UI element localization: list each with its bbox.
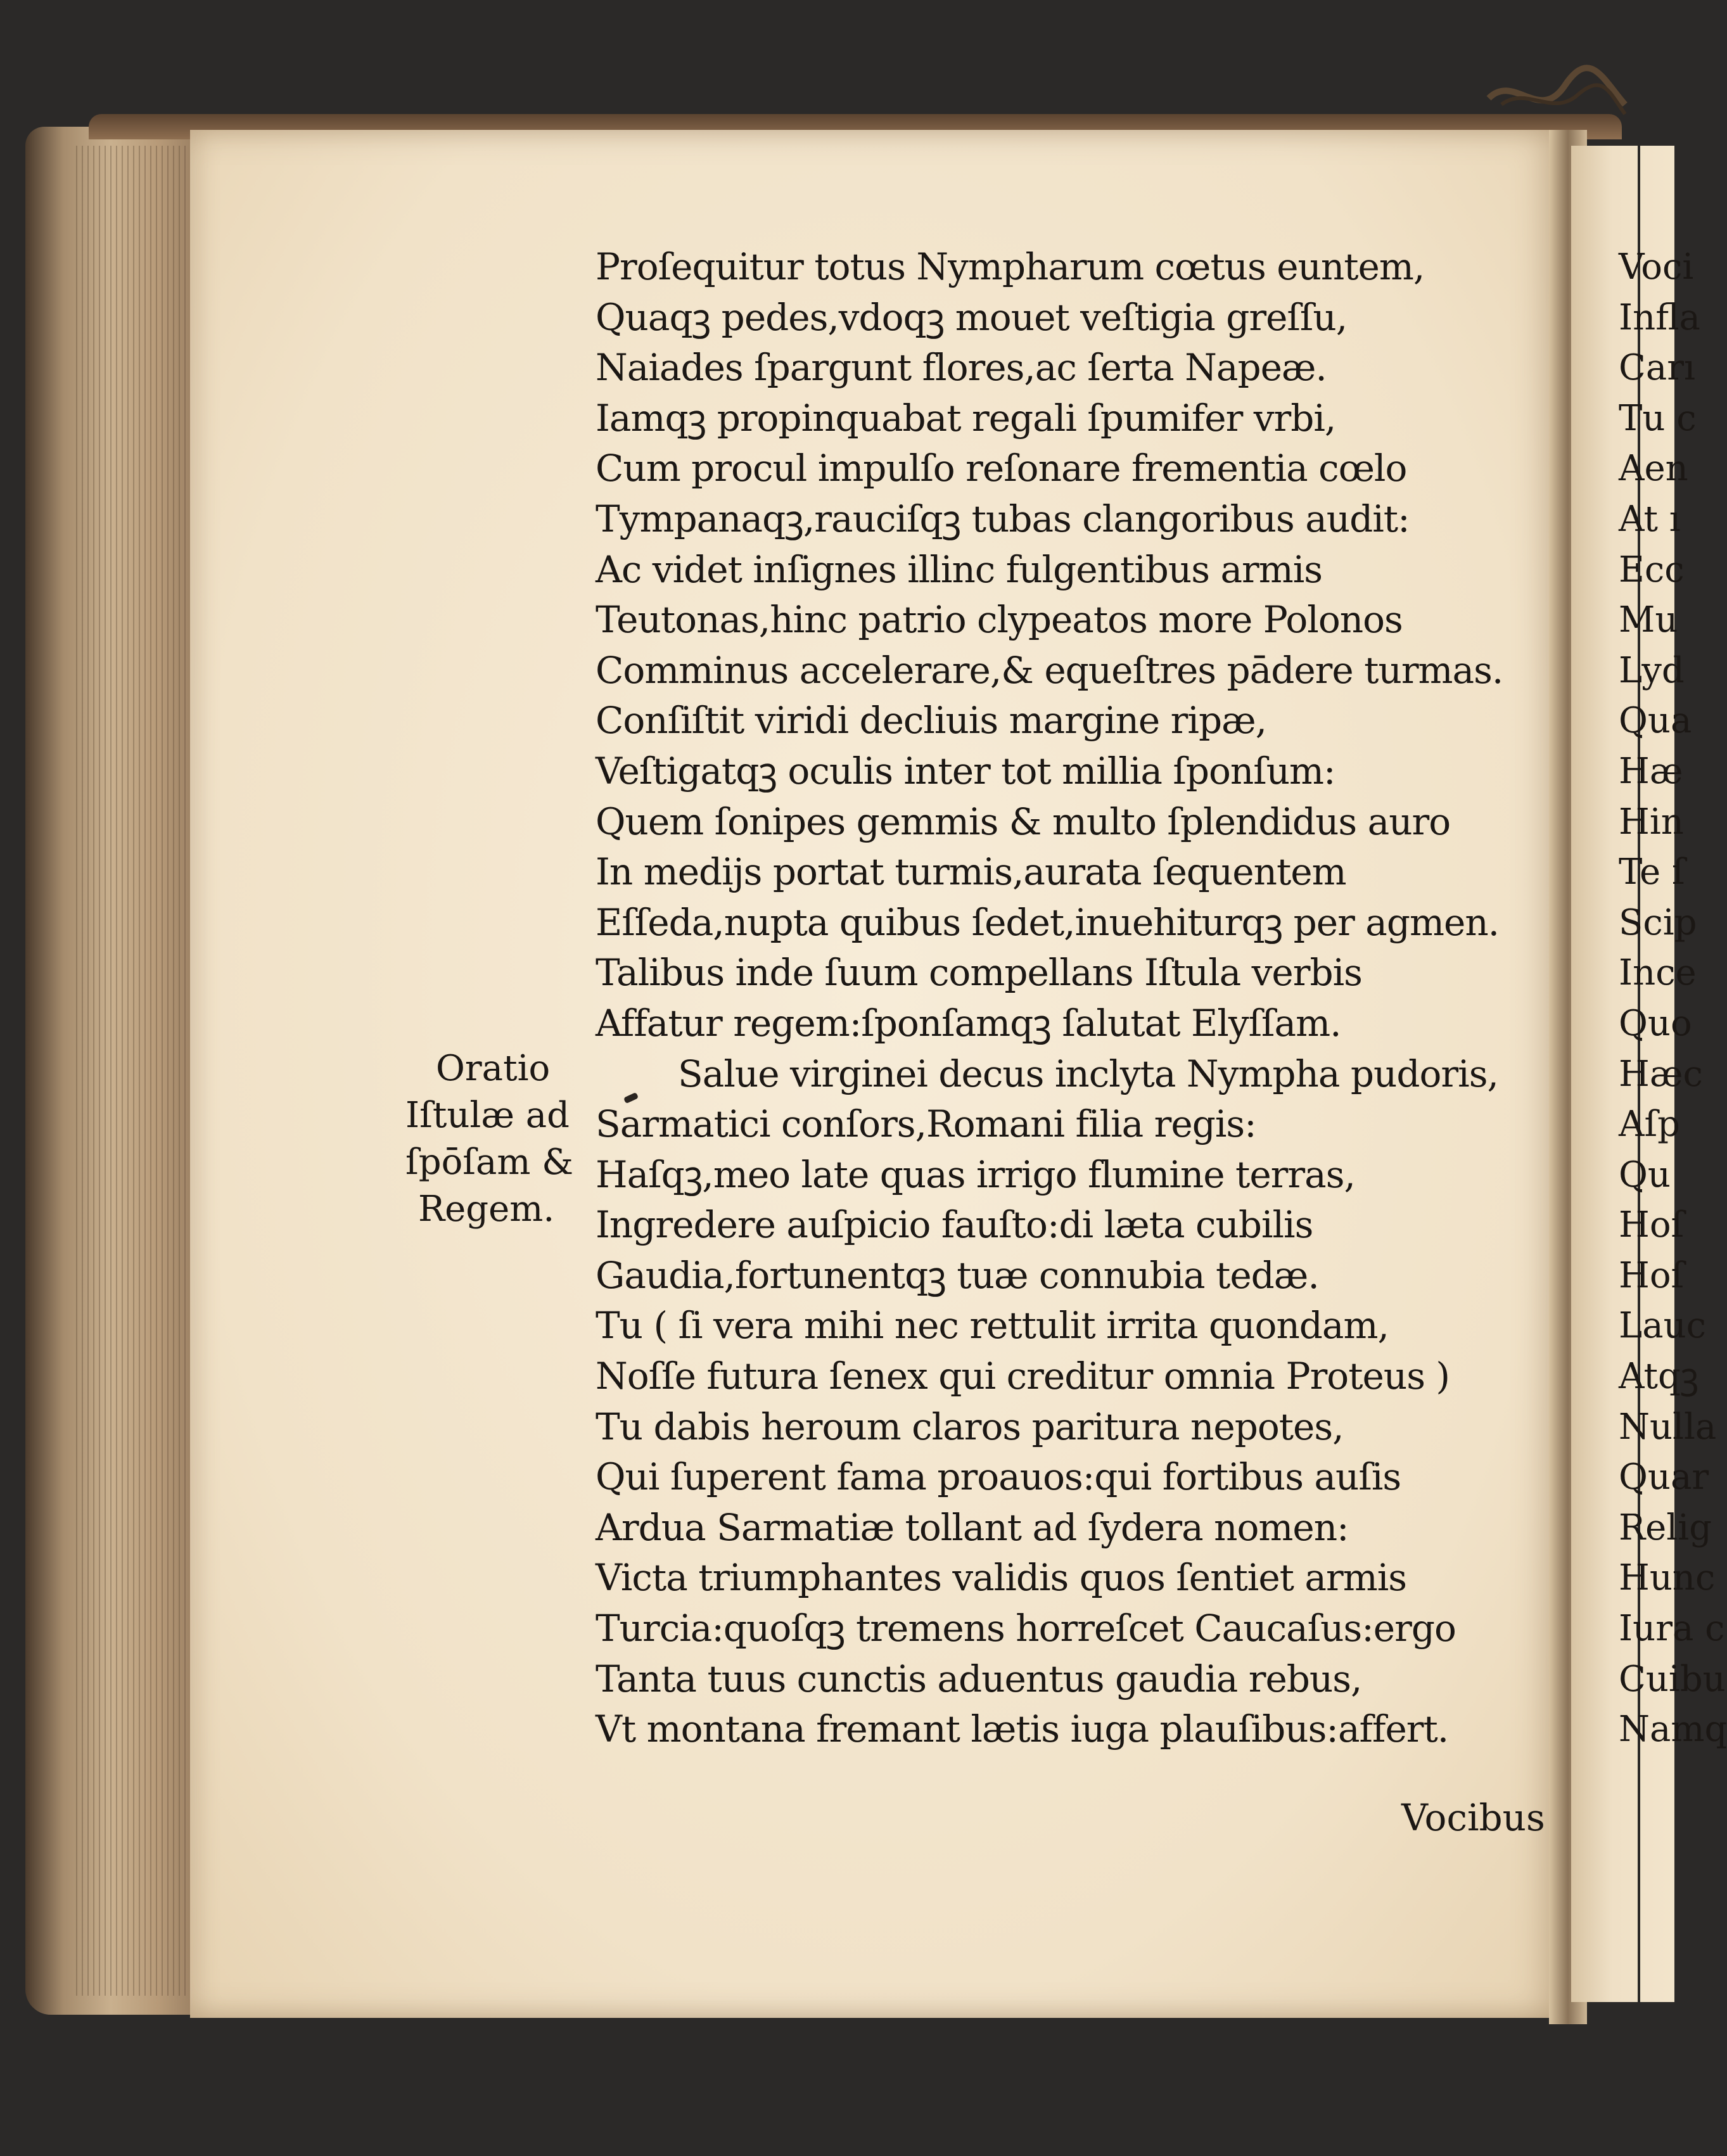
- verse-line: Ingredere auſpicio fauſto:di læta cubilis: [596, 1203, 1313, 1247]
- verse-line: Eſſeda,nupta quibus ſedet,inuehiturqꝫ per agmen.: [596, 900, 1500, 944]
- verse-line: Conſiſtit viridi decliuis margine ripæ,: [596, 699, 1267, 743]
- facing-line: Quar: [1619, 1457, 1709, 1498]
- verse-line: Tympanaqꝫ,rauciſqꝫ tubas clangoribus audit:: [596, 497, 1410, 540]
- facing-line: Tu c: [1619, 397, 1697, 439]
- facing-line: Hoſ: [1619, 1254, 1685, 1296]
- verse-line: Salue virginei decus inclyta Nympha pudoris,: [678, 1052, 1498, 1095]
- verse-line: Victa triumphantes validis quos ſentiet armis: [596, 1556, 1407, 1600]
- verse-line: Turcia:quoſqꝫ tremens horreſcet Caucaſus:ergo: [596, 1607, 1456, 1650]
- verse-line: Affatur regem:ſponſamqꝫ ſalutat Elyſſam.: [596, 1001, 1341, 1045]
- facing-line: Nulla: [1619, 1406, 1717, 1448]
- facing-line: Hæ: [1619, 750, 1683, 792]
- verse-line: Tu ( ſi vera mihi nec rettulit irrita quondam,: [596, 1304, 1389, 1348]
- facing-line: Aen: [1619, 448, 1688, 490]
- verse-line: Teutonas,hinc patrio clypeatos more Polonos: [596, 598, 1403, 642]
- facing-line: Infla: [1619, 297, 1700, 338]
- facing-line: Hæc: [1619, 1053, 1703, 1095]
- facing-line: Hin: [1619, 801, 1684, 843]
- facing-page-text: [1619, 242, 1727, 1755]
- verse-line: Tu dabis heroum claros paritura nepotes,: [596, 1405, 1344, 1448]
- facing-line: Ecc: [1619, 549, 1685, 590]
- facing-line: Scip: [1619, 902, 1697, 943]
- verse-line: Gaudia,fortunentqꝫ tuæ connubia tedæ.: [596, 1253, 1319, 1297]
- facing-line: Lyd: [1619, 649, 1685, 691]
- facing-line: Hoſ: [1619, 1204, 1685, 1246]
- verse-block: [596, 242, 1558, 1755]
- marginal-note-line: ſpōſam &: [405, 1142, 574, 1183]
- verse-line: Talibus inde ſuum compellans Iſtula verbis: [596, 951, 1362, 995]
- verse-line: Tanta tuus cunctis aduentus gaudia rebus,: [596, 1657, 1362, 1700]
- facing-line: Aſp: [1619, 1104, 1681, 1145]
- binding-string-icon: [1482, 60, 1628, 130]
- facing-line: Iura c: [1619, 1608, 1725, 1650]
- marginal-note-line: Oratio: [436, 1048, 551, 1089]
- verse-line: Qui ſuperent fama proauos:qui fortibus auſis: [596, 1455, 1401, 1499]
- facing-line: Lauc: [1619, 1305, 1707, 1347]
- verse-line: In medijs portat turmis,aurata ſequentem: [596, 850, 1346, 894]
- marginal-note: [405, 1045, 596, 1233]
- marginal-note-line: Iſtulæ ad: [405, 1095, 570, 1136]
- facing-line: Qua: [1619, 700, 1692, 742]
- verse-line: Veſtigatqꝫ oculis inter tot millia ſponſum:: [596, 749, 1335, 793]
- facing-line: Mu: [1619, 599, 1678, 641]
- facing-line: Namq: [1619, 1709, 1727, 1751]
- facing-line: Ince: [1619, 952, 1697, 994]
- facing-line: Quo: [1619, 1002, 1692, 1044]
- verse-line: Proſequitur totus Nympharum cœtus euntem,: [596, 245, 1425, 288]
- verse-line: Comminus accelerare,& equeſtres pādere turmas.: [596, 648, 1503, 692]
- marginal-note-line: Regem.: [418, 1189, 555, 1230]
- verse-line: Ac videt inſignes illinc fulgentibus armis: [596, 547, 1323, 591]
- verse-line: Naiades ſpargunt flores,ac ſerta Napeæ.: [596, 346, 1327, 390]
- facing-line: Qu: [1619, 1154, 1671, 1196]
- facing-line: Te ſ: [1619, 852, 1685, 893]
- verse-line: Iamqꝫ propinquabat regali ſpumifer vrbi,: [596, 396, 1336, 440]
- page-edges: [76, 146, 203, 1996]
- verse-line: Cum procul impulſo reſonare frementia cœlo: [596, 447, 1407, 490]
- verse-line: Ardua Sarmatiæ tollant ad ſydera nomen:: [596, 1505, 1349, 1549]
- verse-line: Vt montana fremant lætis iuga plauſibus:affert.: [596, 1707, 1449, 1751]
- facing-line: Cuibu: [1619, 1658, 1726, 1700]
- verse-line: Quem ſonipes gemmis & multo ſplendidus auro: [596, 800, 1451, 843]
- verse-line: Haſqꝫ,meo late quas irrigo flumine terras,: [596, 1152, 1355, 1196]
- verse-line: Noſſe futura ſenex qui creditur omnia Proteus ): [596, 1355, 1450, 1398]
- verse-line: Quaqꝫ pedes,vdoqꝫ mouet veſtigia greſſu,: [596, 295, 1348, 339]
- facing-line: Relig: [1619, 1507, 1712, 1548]
- facing-line: At ı: [1619, 498, 1681, 540]
- catchword: Vocibus: [1401, 1796, 1545, 1839]
- facing-line: Carı: [1619, 347, 1695, 389]
- facing-line: Hunc: [1619, 1557, 1716, 1599]
- facing-line: Voci: [1619, 246, 1694, 288]
- facing-line: Atqꝫ: [1619, 1356, 1699, 1398]
- verse-line: Sarmatici conſors,Romani filia regis:: [596, 1102, 1256, 1146]
